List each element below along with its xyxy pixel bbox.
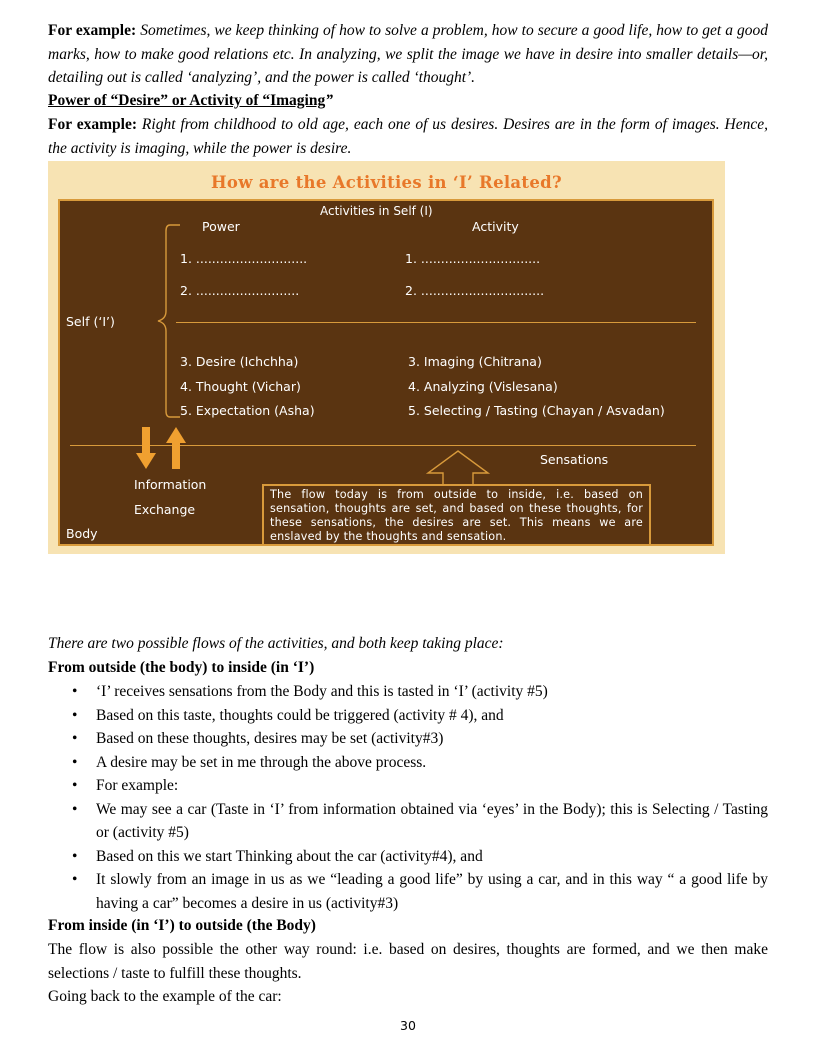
flows-intro-text: There are two possible flows of the activities, and both keep taking place: [48,635,504,652]
bullet-icon: • [72,683,78,700]
list-item-text: A desire may be set in me through the above process. [96,753,427,771]
bullet-icon: • [72,847,78,865]
exchange-label: Exchange [134,502,196,517]
exchange-arrows-icon [136,425,190,471]
activity-item-1: 1. .............................. [405,251,541,266]
power-item-2: 2. .......................... [180,283,300,298]
bullet-icon: • [72,871,78,888]
power-item-5: 5. Expectation (Asha) [180,403,315,418]
example2-label: For example: [48,116,137,133]
activities-diagram [48,161,725,554]
bracket-icon [156,223,182,419]
activity-item-2: 2. ............................... [405,283,545,298]
example-text: Sometimes, we keep thinking of how to solve a problem, how to secure a good life, how to get a good marks, how to make good relations etc. In analyzing, we split the image we have in desire into smaller details—or, detailing out is called ‘analyzing’, and the power is called ‘thought’. [48,22,769,86]
example-label: For example: [48,22,137,39]
list-item-text: It slowly from an image in us as we “leading a good life” by using a car, and in this way “ a good life by having a car” becomes a desire in us (activity#3) [96,871,768,912]
power-item-4: 4. Thought (Vichar) [180,379,301,394]
intro-example-paragraph [48,19,768,90]
list-item [48,798,768,845]
intro-example2-paragraph [48,113,768,160]
section-heading-desire [48,89,333,113]
bullet-icon: • [72,777,78,794]
diagram-subtitle: Activities in Self (I) [320,204,433,218]
sensations-label: Sensations [540,452,609,467]
self-label: Self (‘I’) [66,314,115,329]
self-divider [176,322,696,323]
activity-item-5: 5. Selecting / Tasting (Chayan / Asvadan) [408,403,665,418]
flow-bullet-list [48,680,768,915]
power-header: Power [202,219,240,234]
list-item-text: Based on these thoughts, desires may be set (activity#3) [96,730,444,747]
sensations-arrow-icon [426,449,490,489]
section-heading-text: Power of “Desire” or Activity of “Imaging [48,92,326,109]
list-item-text: Based on this we start Thinking about the car (activity#4), and [96,847,483,865]
example2-text: Right from childhood to old age, each one of us desires. Desires are in the form of images. Hence, the activity is imaging, while the power is desire. [48,116,769,157]
bullet-icon: • [72,800,78,818]
list-item [48,704,768,728]
list-item-text: Based on this taste, thoughts could be triggered (activity # 4), and [96,706,504,724]
section-heading-quote: ” [325,92,333,109]
heading-outside-inside: From outside (the body) to inside (in ‘I’) [48,659,315,676]
list-item [48,751,768,775]
list-item [48,727,768,751]
list-item [48,845,768,869]
list-item [48,868,768,915]
diagram-title: How are the Activities in ‘I’ Related? [211,173,562,192]
list-item [48,680,768,704]
bullet-icon: • [72,753,78,771]
bullet-icon: • [72,730,78,747]
page-number: 30 [400,1018,416,1033]
activity-item-3: 3. Imaging (Chitrana) [408,354,542,369]
list-item-text: ‘I’ receives sensations from the Body and this is tasted in ‘I’ (activity #5) [96,683,548,700]
in-out-paragraph: The flow is also possible the other way round: i.e. based on desires, thoughts are formed, and we then make selections / taste to fulfill these thoughts. [48,941,768,982]
activity-item-4: 4. Analyzing (Vislesana) [408,379,558,394]
power-item-1: 1. ............................ [180,251,308,266]
list-item-text: We may see a car (Taste in ‘I’ from information obtained via ‘eyes’ in the Body); this is Selecting / Tasting or (activity #5) [96,800,768,841]
power-item-3: 3. Desire (Ichchha) [180,354,299,369]
activity-header: Activity [472,219,519,234]
car-back-paragraph: Going back to the example of the car: [48,988,282,1005]
body-label: Body [66,526,98,541]
bullet-icon: • [72,706,78,724]
information-label: Information [134,477,207,492]
heading-inside-outside: From inside (in ‘I’) to outside (the Body) [48,917,316,934]
flow-callout: The flow today is from outside to inside, i.e. based on sensation, thoughts are set, and based on these thoughts, for these sensations, the desires are set. This means we are enslaved by the thoughts and sensation. [262,484,651,546]
flows-intro [48,632,768,656]
list-item [48,774,768,798]
list-item-text: For example: [96,777,179,794]
